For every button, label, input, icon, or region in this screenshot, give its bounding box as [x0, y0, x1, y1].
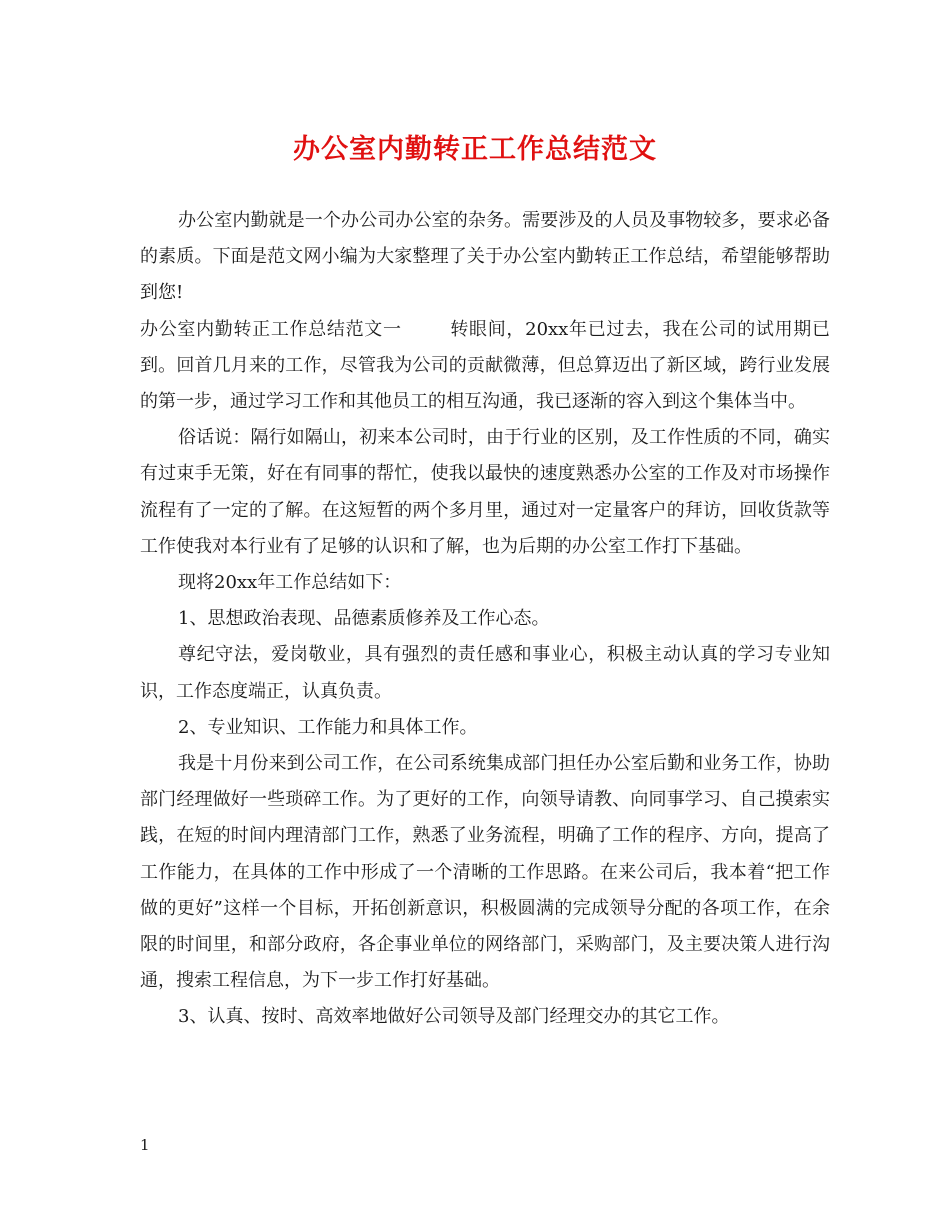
section-one-paragraph [140, 312, 830, 421]
item-heading-3: 3、认真、按时、高效率地做好公司领导及部门经理交办的其它工作。 [178, 1006, 730, 1028]
document-title: 办公室内勤转正工作总结范文 [293, 134, 657, 165]
item-heading-2: 2、专业知识、工作能力和具体工作。 [178, 716, 478, 738]
section-one-text: 转眼间，20xx年已过去，我在公司的试用期已到。回首几月来的工作，尽管我为公司的贡献微薄，但总算迈出了新区域，跨行业发展的第一步，通过学习工作和其他员工的相互沟通，我已逐渐的容入到这个集体当中。 [140, 318, 830, 413]
section-heading: 办公室内勤转正工作总结范文一 [140, 318, 402, 340]
item-heading-1: 1、思想政治表现、品德素质修养及工作心态。 [178, 608, 550, 630]
summary-intro-paragraph: 现将20xx年工作总结如下： [178, 572, 402, 594]
body-paragraph: 俗话说：隔行如隔山，初来本公司时，由于行业的区别，及工作性质的不同，确实有过束手无策，好在有同事的帮忙，使我以最快的速度熟悉办公室的工作及对市场操作流程有了一定的了解。在这短暂的两个多月里，通过对一定量客户的拜访，回收货款等工作使我对本行业有了足够的认识和了解，也为后期的办公室工作打下基础。 [140, 427, 830, 557]
document-body [140, 203, 830, 1036]
page-number: 1 [140, 1136, 150, 1154]
item-2-paragraph: 我是十月份来到公司工作，在公司系统集成部门担任办公室后勤和业务工作，协助部门经理做好一些琐碎工作。为了更好的工作，向领导请教、向同事学习、自己摸索实践，在短的时间内理清部门工作，熟悉了业务流程，明确了工作的程序、方向，提高了工作能力，在具体的工作中形成了一个清晰的工作思路。在来公司后，我本着“把工作做的更好”这样一个目标，开拓创新意识，积极圆满的完成领导分配的各项工作，在余限的时间里，和部分政府，各企事业单位的网络部门，采购部门，及主要决策人进行沟通，搜索工程信息，为下一步工作打好基础。 [140, 753, 830, 992]
item-1-paragraph: 尊纪守法，爱岗敬业，具有强烈的责任感和事业心，积极主动认真的学习专业知识，工作态度端正，认真负责。 [140, 644, 830, 702]
intro-paragraph: 办公室内勤就是一个办公司办公室的杂务。需要涉及的人员及事物较多，要求必备的素质。下面是范文网小编为大家整理了关于办公室内勤转正工作总结，希望能够帮助到您! [140, 210, 830, 304]
